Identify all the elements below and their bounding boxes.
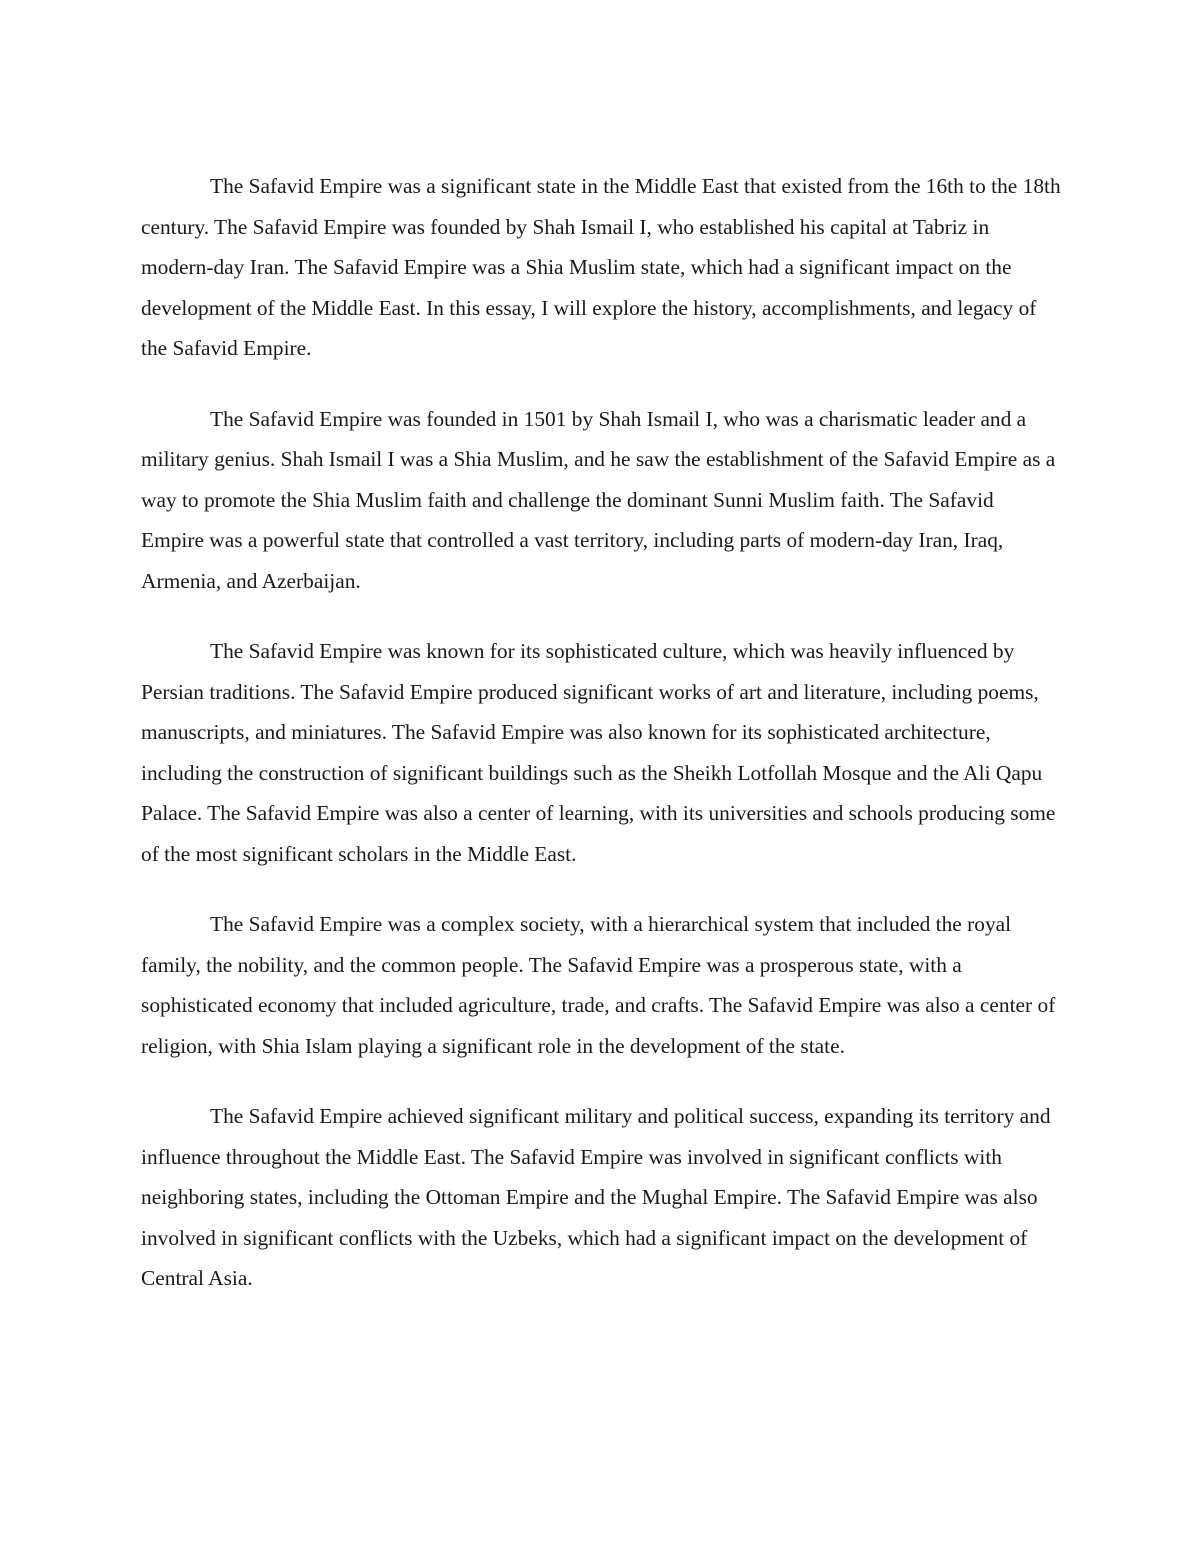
- paragraph-society: The Safavid Empire was a complex society, with a hierarchical system that included the royal family, the nobility, and the common people. The Safavid Empire was a prosperous state, with a sophisticated economy that included agriculture, trade, and crafts. The Safavid Empire was also a center of religion, with Shia Islam playing a significant role in the development of the state.: [141, 912, 1056, 1058]
- paragraph-culture: The Safavid Empire was known for its sophisticated culture, which was heavily influenced by Persian traditions. The Safavid Empire produced significant works of art and literature, including poems, manuscripts, and miniatures. The Safavid Empire was also known for its sophisticated architecture, including the construction of significant buildings such as the Sheikh Lotfollah Mosque and the Ali Qapu Palace. The Safavid Empire was also a center of learning, with its universities and schools producing some of the most significant scholars in the Middle East.: [141, 639, 1056, 866]
- paragraph-military: The Safavid Empire achieved significant military and political success, expanding its territory and influence throughout the Middle East. The Safavid Empire was involved in significant conflicts with neighboring states, including the Ottoman Empire and the Mughal Empire. The Safavid Empire was also involved in significant conflicts with the Uzbeks, which had a significant impact on the development of Central Asia.: [141, 1104, 1051, 1290]
- paragraph-introduction: The Safavid Empire was a significant state in the Middle East that existed from the 16th to the 18th century. The Safavid Empire was founded by Shah Ismail I, who established his capital at Tabriz in modern-day Iran. The Safavid Empire was a Shia Muslim state, which had a significant impact on the development of the Middle East. In this essay, I will explore the history, accomplishments, and legacy of the Safavid Empire.: [141, 174, 1061, 360]
- paragraph-founding: The Safavid Empire was founded in 1501 by Shah Ismail I, who was a charismatic leader and a military genius. Shah Ismail I was a Shia Muslim, and he saw the establishment of the Safavid Empire as a way to promote the Shia Muslim faith and challenge the dominant Sunni Muslim faith. The Safavid Empire was a powerful state that controlled a vast territory, including parts of modern-day Iran, Iraq, Armenia, and Azerbaijan.: [141, 406, 1056, 593]
- essay-body: [141, 166, 1061, 1329]
